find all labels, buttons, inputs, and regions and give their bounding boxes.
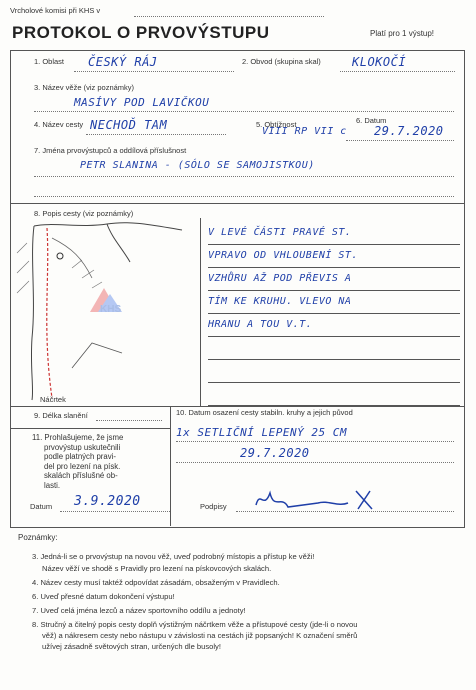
note-line: 6. Uveď přesné datum dokončení výstupu! (32, 592, 175, 601)
description-line: VPRAVO OD VHLOUBENÍ ST. (208, 245, 460, 268)
note-line: 7. Uveď celá jména lezců a název sportovního oddílu a jednoty! (32, 606, 246, 615)
field-3-label: 3. Název věže (viz poznámky) (34, 83, 135, 92)
ring-icon (57, 253, 63, 259)
description-line: HRANU A TOU V.T. (208, 314, 460, 337)
field-9-label: 9. Délka slanění (34, 411, 88, 420)
note-line: 3. Jedná-li se o prvovýstup na novou věž, uveď podrobný místopis a přístup ke věži! (32, 552, 315, 561)
divider-9 (10, 406, 464, 407)
notes-title: Poznámky: (18, 533, 58, 542)
field-4-line (86, 134, 226, 135)
field-8-label: 8. Popis cesty (viz poznámky) (34, 209, 134, 218)
field-4-value[interactable]: NECHOĎ TAM (90, 118, 168, 132)
description-line: TÍM KE KRUHU. VLEVO NA (208, 291, 460, 314)
signature-label: Podpisy (200, 502, 227, 511)
divider-11 (10, 428, 170, 429)
date-line (60, 511, 170, 512)
field-10-value-1[interactable]: 1x SETLIČNÍ LEPENÝ 25 CM (176, 426, 347, 439)
field-7-line (34, 176, 454, 177)
field-5-value[interactable]: VIII RP VII c (262, 126, 347, 137)
field-6-line (346, 140, 454, 141)
field-7-value[interactable]: PETR SLANINA - (SÓLO SE SAMOJISTKOU) (80, 160, 315, 171)
date-value[interactable]: 3.9.2020 (74, 494, 141, 509)
description-line (208, 383, 460, 406)
field-1-line (74, 71, 234, 72)
note-line: věž) a nákresem cesty nebo nástupu v závislosti na cestách již popsaných! K označení směrů (42, 631, 358, 640)
field-3-value[interactable]: MASÍVY POD LAVIČKOU (74, 96, 210, 109)
signature-line (236, 511, 454, 512)
description-line: V LEVÉ ČÁSTI PRAVÉ ST. (208, 222, 460, 245)
note-line: Název věží ve shodě s Pravidly pro lezení na pískovcových skalách. (42, 564, 272, 573)
field-10-line-1 (176, 441, 454, 442)
field-3-line (34, 111, 454, 112)
field-9-line (96, 420, 162, 421)
field-6-value[interactable]: 29.7.2020 (374, 124, 444, 138)
declaration-line: lasti. (44, 480, 61, 490)
sketch-label: Náčrtek (40, 395, 66, 404)
page-title: PROTOKOL O PRVOVÝSTUPU (12, 23, 270, 42)
divider-10 (170, 406, 171, 526)
declaration (32, 433, 123, 490)
field-7-label: 7. Jména prvovýstupců a oddílová příslušnost (34, 146, 187, 155)
declaration-line: skalách příslušné ob- (44, 471, 118, 480)
field-2-label: 2. Obvod (skupina skal) (242, 57, 321, 66)
field-1-value[interactable]: ČESKÝ RÁJ (88, 55, 158, 69)
field-5-label: 5. Obtížnost (256, 120, 297, 129)
route-description[interactable] (208, 222, 460, 406)
field-2-value[interactable]: KLOKOČÍ (352, 55, 407, 69)
field-10-line-2 (176, 462, 454, 463)
field-2-line (340, 71, 455, 72)
date-label: Datum (30, 502, 53, 511)
description-line: VZHŮRU AŽ POD PŘEVIS A (208, 268, 460, 291)
khs-watermark (86, 284, 126, 321)
declaration-line: prvovýstup uskutečnili (44, 442, 121, 452)
field-4-label: 4. Název cesty (34, 120, 84, 129)
declaration-line: del pro lezení na písk. (44, 461, 121, 471)
field-7-line-2 (34, 196, 454, 197)
declaration-line: podle platných pravi- (44, 452, 116, 461)
note-line: 8. Stručný a čitelný popis cesty doplň výstižným náčrtkem věže a přístupové cesty (jde-li o novou (32, 620, 358, 629)
route-line (47, 228, 52, 398)
divider-8 (10, 203, 464, 204)
field-6-label: 6. Datum (356, 116, 387, 125)
field-1-label: 1. Oblast (34, 57, 65, 66)
note-line: 4. Název cesty musí taktéž odpovídat zásadám, obsaženým v Pravidlech. (32, 578, 280, 587)
committee-label: Vrcholové komisi při KHS v (10, 6, 101, 15)
committee-line (134, 16, 324, 17)
description-line (208, 360, 460, 383)
watermark-text: KHS (100, 304, 122, 315)
copy-note: Platí pro 1 výstup! (370, 29, 435, 38)
description-line (208, 337, 460, 360)
note-line: užívej zásadně světových stran, určených dle busoly! (42, 642, 221, 651)
field-10-value-2[interactable]: 29.7.2020 (240, 446, 310, 460)
declaration-line: 11. Prohlašujeme, že jsme (32, 433, 124, 442)
sketch-divider (200, 218, 201, 406)
field-10-label: 10. Datum osazení cesty stabiln. kruhy a jejich původ (176, 408, 353, 417)
